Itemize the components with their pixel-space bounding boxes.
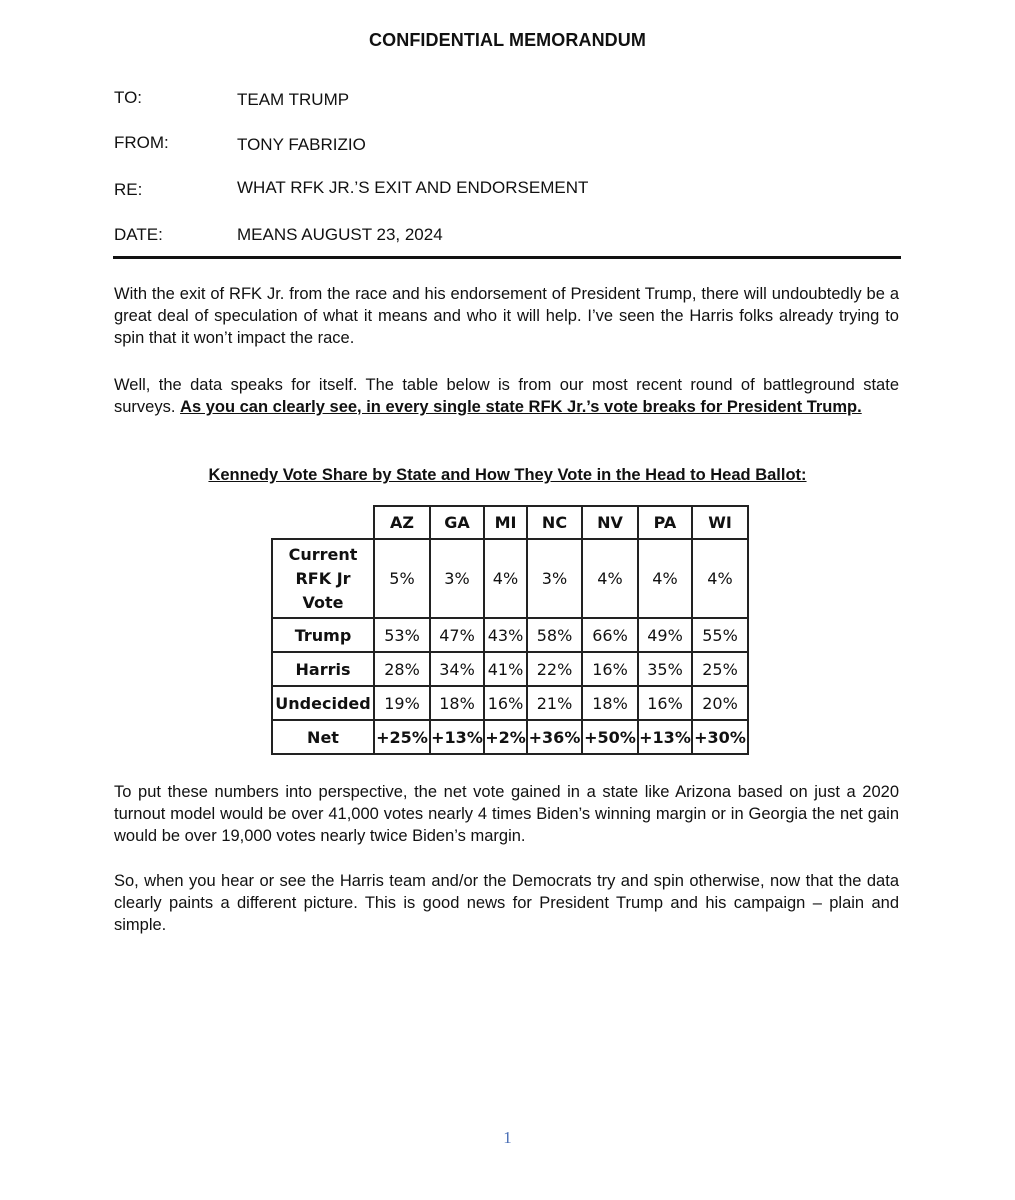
column-header: MI (484, 506, 527, 539)
column-header: PA (638, 506, 692, 539)
column-header: NV (582, 506, 638, 539)
table-header-row (272, 506, 748, 539)
date-label: DATE: (114, 225, 163, 244)
table-row (272, 652, 748, 686)
table-title: Kennedy Vote Share by State and How They Vote in the Head to Head Ballot: (208, 466, 807, 484)
paragraph-intro: With the exit of RFK Jr. from the race and his endorsement of President Trump, there will undoubtedly be a great deal of speculation of what it means and who it will help. I’ve seen the Harris folks already trying to spin that it won’t impact the race. (114, 285, 899, 347)
from-label: FROM: (114, 133, 169, 152)
paragraph-data (114, 374, 899, 418)
table-cell: 55% (692, 618, 748, 652)
table-cell: 4% (582, 539, 638, 618)
row-label-line: Vote (302, 592, 344, 612)
table-cell: 18% (582, 686, 638, 720)
date-value: MEANS AUGUST 23, 2024 (237, 225, 443, 244)
table-cell: 25% (692, 652, 748, 686)
from-value: TONY FABRIZIO (237, 135, 366, 154)
kennedy-vote-table (271, 505, 749, 755)
to-label: TO: (114, 88, 143, 107)
table-cell: 43% (484, 618, 527, 652)
table-cell: 4% (638, 539, 692, 618)
to-value: TEAM TRUMP (237, 90, 350, 109)
table-cell: 18% (430, 686, 484, 720)
table-cell: 66% (582, 618, 638, 652)
table-cell: 35% (638, 652, 692, 686)
table-cell: +25% (374, 720, 430, 754)
column-header: WI (692, 506, 748, 539)
re-label: RE: (114, 180, 143, 199)
row-label: Harris (272, 652, 374, 686)
row-label: Net (272, 720, 374, 754)
table-cell: 41% (484, 652, 527, 686)
table-row (272, 618, 748, 652)
column-header: AZ (374, 506, 430, 539)
table-cell: +13% (430, 720, 484, 754)
re-value: WHAT RFK JR.’S EXIT AND ENDORSEMENT (237, 178, 589, 197)
table-cell: +30% (692, 720, 748, 754)
paragraph-conclusion: So, when you hear or see the Harris team and/or the Democrats try and spin otherwise, now that the data clearly paints a different picture. This is good news for President Trump and his campaign – plain and simple. (114, 872, 899, 934)
table-cell: +50% (582, 720, 638, 754)
table-cell: 4% (692, 539, 748, 618)
table-cell: 3% (430, 539, 484, 618)
column-header: NC (527, 506, 582, 539)
table-cell: 58% (527, 618, 582, 652)
table-cell: 3% (527, 539, 582, 618)
table-cell: +2% (484, 720, 527, 754)
row-label: Trump (272, 618, 374, 652)
table-cell: 16% (638, 686, 692, 720)
table-row (272, 686, 748, 720)
header-divider (113, 256, 901, 259)
table-cell: 53% (374, 618, 430, 652)
memo-title: CONFIDENTIAL MEMORANDUM (369, 30, 646, 50)
row-label-line: Current (288, 544, 358, 564)
table-cell: 34% (430, 652, 484, 686)
table-cell: 22% (527, 652, 582, 686)
table-cell: +36% (527, 720, 582, 754)
paragraph-data-text: Well, the data speaks for itself. The table below is from our most recent round of battleground state surveys. (114, 376, 899, 416)
paragraph-perspective: To put these numbers into perspective, the net vote gained in a state like Arizona based on just a 2020 turnout model would be over 41,000 votes nearly 4 times Biden’s winning margin or in Georgia the net gain would be over 19,000 votes nearly twice Biden’s margin. (114, 783, 899, 845)
paragraph-data-emphasis: As you can clearly see, in every single state RFK Jr.’s vote breaks for President Trump. (180, 398, 862, 416)
row-label: Undecided (272, 686, 374, 720)
table-corner (272, 506, 374, 539)
table-cell: 4% (484, 539, 527, 618)
page-number: 1 (503, 1128, 512, 1147)
table-cell: 16% (582, 652, 638, 686)
table-cell: 20% (692, 686, 748, 720)
table-cell: 16% (484, 686, 527, 720)
table-row (272, 720, 748, 754)
row-label (272, 539, 374, 618)
column-header: GA (430, 506, 484, 539)
row-label-line: RFK Jr (295, 568, 351, 588)
table-cell: 21% (527, 686, 582, 720)
table-cell: +13% (638, 720, 692, 754)
table-cell: 5% (374, 539, 430, 618)
table-cell: 19% (374, 686, 430, 720)
table-cell: 47% (430, 618, 484, 652)
table-row (272, 539, 748, 618)
table-cell: 49% (638, 618, 692, 652)
table-cell: 28% (374, 652, 430, 686)
